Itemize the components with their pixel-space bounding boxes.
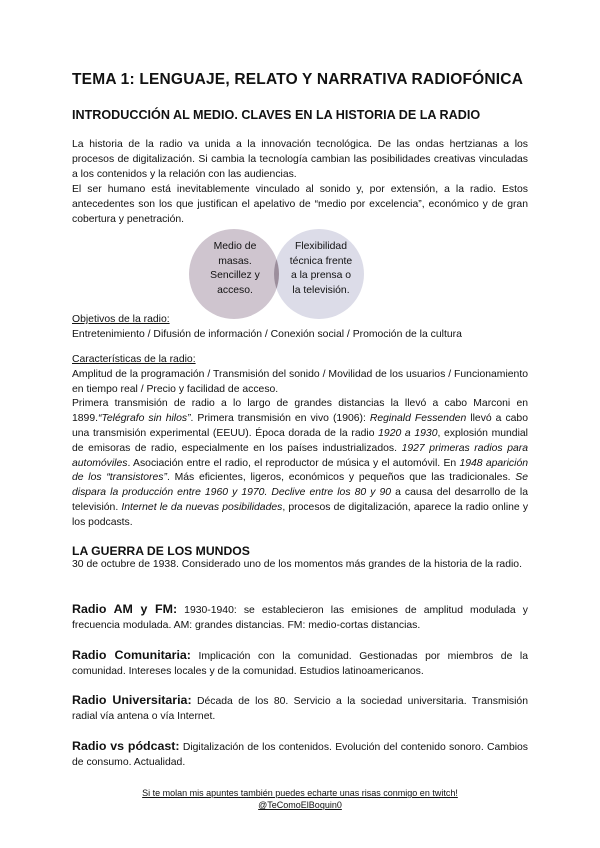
intro-paragraph-2: El ser humano está inevitablemente vinculado al sonido y, por extensión, a la radio. Estos antecedentes son los que justifican el apelativo de “medio por excelencia”, económico y de gran cobertura y penetración. [72, 184, 528, 225]
section-text: Década de los 80. Servicio a la sociedad universitaria. Transmisión radial vía antena o vía Internet. [72, 696, 528, 722]
caracteristicas-block [72, 353, 528, 531]
history-italic: “Telégrafo sin hilos” [98, 413, 191, 425]
section-title: Radio AM y FM: [72, 602, 178, 616]
history-text: , explosión mundial de emisoras de radio, especialmente en los países industrializados. [72, 427, 528, 454]
history-text: a causa del desarrollo de la televisión. [72, 487, 528, 513]
objetivos-heading: Objetivos de la radio: [72, 314, 170, 325]
section-text: Implicación con la comunidad. Gestionadas por miembros de la comunidad. Intereses locales y de la comunidad. Estudios latinoamericanos. [72, 651, 528, 677]
history-text: . Más eficientes, ligeros, económicos y pequeños que las tradicionales. [166, 472, 516, 484]
history-text: llevó a cabo una transmisión experimental (EEUU). Época dorada de la radio [72, 413, 528, 439]
history-italic: 1920 a 1930 [378, 427, 438, 439]
objetivos-block [72, 313, 528, 343]
guerra-text: 30 de octubre de 1938. Considerado uno de los momentos más grandes de la historia de la radio. [72, 559, 522, 570]
section-universitaria [72, 693, 528, 724]
history-text: Primera transmisión de radio a lo largo de grandes distancias la llevó a cabo Marconi en 1899. [72, 398, 528, 425]
footer-promo-link[interactable]: Si te molan mis apuntes también puedes echarte unas risas conmigo en twitch! [142, 788, 458, 798]
history-italic: Se dispara la producción entre 1960 y 1970. Declive entre los 80 y 90 [72, 472, 528, 499]
history-italic: Internet le da nuevas posibilidades [121, 501, 283, 513]
section-text: 1930-1940: se establecieron las emisiones de amplitud modulada y frecuencia modulada. AM: grandes distancias. FM: medio-cortas distancias. [72, 605, 528, 631]
section-heading: INTRODUCCIÓN AL MEDIO. CLAVES EN LA HISTORIA DE LA RADIO [72, 108, 481, 122]
section-am-fm [72, 602, 528, 633]
footer-handle-link[interactable]: @TeComoElBoquin0 [258, 800, 342, 810]
section-comunitaria [72, 648, 528, 679]
history-italic: Reginald Fessenden [369, 413, 467, 425]
history-text: . Asociación entre el radio, el reproductor de música y el automóvil. En [127, 457, 460, 469]
caracteristicas-text: Amplitud de la programación / Transmisión del sonido / Movilidad de los usuarios / Funcionamiento en tiempo real / Precio y facilidad de acceso. [72, 368, 528, 395]
history-italic: 1927 primeras radios para automóviles [72, 442, 528, 469]
history-text: . Primera transmisión en vivo (1906): [190, 413, 370, 425]
guerra-heading: LA GUERRA DE LOS MUNDOS [72, 544, 250, 558]
page-title: TEMA 1: LENGUAJE, RELATO Y NARRATIVA RADIOFÓNICA [72, 71, 524, 88]
section-title: Radio Universitaria: [72, 693, 192, 707]
section-text: Digitalización de los contenidos. Evolución del contenido sonoro. Cambios de consumo. Actualidad. [72, 742, 528, 768]
intro-paragraph: La historia de la radio va unida a la innovación tecnológica. De las ondas hertzianas a los procesos de digitalización. Si cambia la tecnología cambian las posibilidades creativas vinculadas a los contenidos y la relación con las audiencias. [72, 139, 528, 180]
objetivos-text: Entretenimiento / Difusión de información / Conexión social / Promoción de la cultura [72, 328, 462, 340]
venn-right-label: Flexibilidad técnica frente a la prensa o la televisión. [289, 241, 353, 296]
section-title: Radio Comunitaria: [72, 648, 191, 662]
caracteristicas-heading: Características de la radio: [72, 354, 196, 365]
history-text: , procesos de digitalización, aparece la radio online y los podcasts. [72, 501, 529, 528]
history-italic: 1948 aparición de los “transistores” [72, 457, 528, 484]
venn-diagram [188, 228, 408, 320]
section-title: Radio vs pódcast: [72, 739, 180, 753]
venn-left-label: Medio de masas. Sencillez y acceso. [210, 241, 260, 296]
footer [60, 787, 540, 811]
section-podcast [72, 739, 528, 770]
